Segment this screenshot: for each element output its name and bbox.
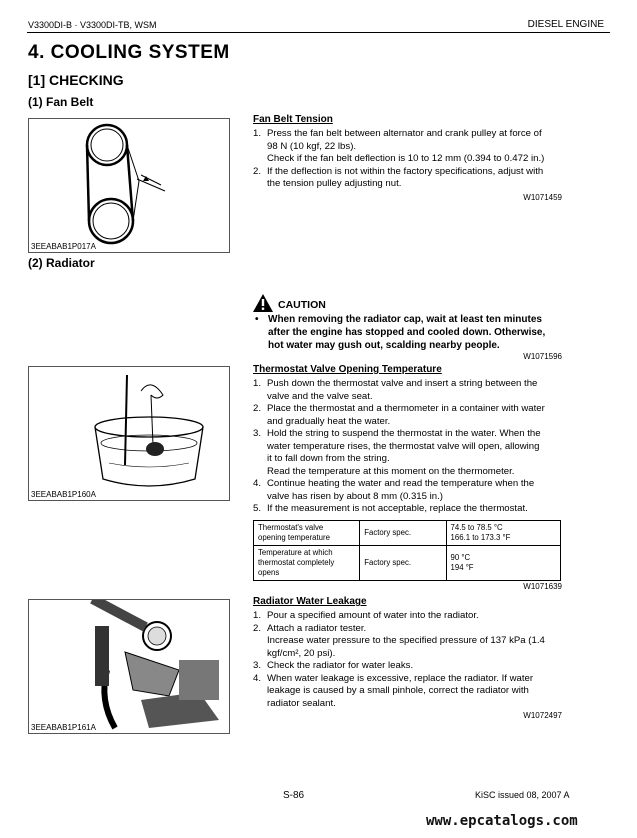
step-number: 1.: [253, 378, 262, 389]
fan-belt-diagram-icon: [29, 119, 229, 252]
fan-belt-code: W1071459: [523, 193, 562, 202]
step-line: radiator sealant.: [267, 697, 336, 709]
watermark-text[interactable]: www.epcatalogs.com: [426, 813, 578, 829]
fan-belt-subtitle: (1) Fan Belt: [28, 95, 94, 109]
spec-value-cell-line: 166.1 to 173.3 °F: [450, 533, 511, 542]
spec-value-cell: [446, 546, 560, 581]
step-item: [253, 623, 568, 661]
thermostat-figure-label: 3EEABAB1P160A: [31, 490, 96, 499]
thermostat-heading: Thermostat Valve Opening Temperature: [253, 364, 442, 375]
page-number: S-86: [283, 790, 305, 801]
step-line: it to fall down from the string.: [267, 453, 390, 464]
spec-value-cell-line: 74.5 to 78.5 °C: [450, 523, 503, 532]
spec-row: [254, 521, 561, 546]
step-item: [253, 166, 568, 191]
spec-item-cell-line: opens: [258, 568, 280, 577]
spec-label-cell: [360, 521, 446, 546]
step-line: Continue heating the water and read the temperature when the: [267, 478, 535, 489]
step-item: [253, 660, 568, 673]
spec-label-cell-line: Factory spec.: [364, 558, 412, 567]
radiator-tester-figure-label: 3EEABAB1P161A: [31, 723, 96, 732]
step-number: 3.: [253, 428, 262, 439]
step-number: 1.: [253, 610, 262, 621]
spec-value-cell-line: 90 °C: [450, 553, 471, 562]
step-number: 5.: [253, 503, 262, 514]
thermostat-code: W1071639: [523, 582, 562, 591]
step-line: Push down the thermostat valve and insert a string between the: [267, 378, 538, 389]
step-item: [253, 128, 568, 166]
thermostat-spec-table: [253, 520, 561, 581]
leakage-steps: [253, 610, 568, 710]
spec-item-cell: [254, 546, 360, 581]
step-line: and gradually heat the water.: [267, 415, 391, 427]
caution-code: W1071596: [523, 352, 562, 361]
step-number: 2.: [253, 165, 262, 177]
step-number: 4.: [253, 672, 262, 684]
header-section-name: DIESEL ENGINE: [527, 19, 604, 30]
caution-icon: [253, 294, 273, 312]
step-item: [253, 673, 568, 711]
spec-label-cell-line: Factory spec.: [364, 528, 412, 537]
chapter-title: 4. COOLING SYSTEM: [28, 42, 230, 63]
step-line: kgf/cm², 20 psi).: [267, 647, 336, 659]
thermostat-test-diagram-icon: [29, 367, 229, 500]
step-line: valve and the valve seat.: [267, 390, 373, 402]
fan-belt-tension-heading: Fan Belt Tension: [253, 114, 333, 125]
spec-label-cell: [360, 546, 446, 581]
step-line: Check if the fan belt deflection is 10 to 12 mm (0.394 to 0.472 in.): [267, 153, 545, 164]
step-line: Read the temperature at this moment on the thermometer.: [267, 465, 515, 477]
caution-line: hot water may gush out, scalding nearby people.: [268, 340, 500, 351]
caution-text: [268, 313, 568, 352]
header-manual-title: V3300DI-B · V3300DI-TB, WSM: [28, 20, 157, 30]
radiator-subtitle: (2) Radiator: [28, 256, 95, 270]
step-line: 98 N (10 kgf, 22 lbs).: [267, 140, 357, 152]
thermostat-steps: [253, 378, 568, 516]
leakage-heading: Radiator Water Leakage: [253, 596, 367, 607]
step-line: Check the radiator for water leaks.: [267, 660, 414, 671]
step-item: [253, 428, 568, 478]
fan-belt-figure-label: 3EEABAB1P017A: [31, 242, 96, 251]
header-rule: [27, 32, 610, 33]
step-line: the tension pulley adjusting nut.: [267, 178, 402, 189]
spec-item-cell-line: opening temperature: [258, 533, 330, 542]
spec-value-cell-line: 194 °F: [450, 563, 474, 572]
issued-text: KiSC issued 08, 2007 A: [475, 790, 570, 800]
step-line: If the deflection is not within the factory specifications, adjust with: [267, 165, 544, 177]
step-number: 4.: [253, 478, 262, 489]
step-line: When water leakage is excessive, replace the radiator. If water: [267, 672, 534, 684]
step-number: 1.: [253, 128, 262, 139]
thermostat-figure: [28, 366, 230, 501]
step-number: 2.: [253, 622, 262, 634]
caution-label: CAUTION: [278, 299, 326, 311]
step-line: Attach a radiator tester.: [267, 622, 367, 634]
spec-item-cell-line: Temperature at which: [258, 548, 333, 557]
step-line: Place the thermostat and a thermometer in a container with water: [267, 403, 545, 414]
step-number: 2.: [253, 403, 262, 414]
leakage-code: W1072497: [523, 711, 562, 720]
step-line: Increase water pressure to the specified pressure of 137 kPa (1.4: [267, 635, 545, 646]
fan-belt-steps: [253, 128, 568, 191]
radiator-tester-diagram-icon: [29, 600, 229, 733]
step-line: Pour a specified amount of water into the radiator.: [267, 610, 479, 621]
section-title: [1] CHECKING: [28, 72, 124, 88]
step-item: [253, 610, 568, 623]
step-item: [253, 378, 568, 403]
caution-line: after the engine has stopped and cooled down. Otherwise,: [268, 327, 546, 338]
step-line: Press the fan belt between alternator and crank pulley at force of: [267, 128, 542, 139]
step-item: [253, 503, 568, 516]
step-number: 3.: [253, 660, 262, 671]
step-line: water temperature rises, the thermostat valve will open, allowing: [267, 440, 540, 452]
fan-belt-figure: [28, 118, 230, 253]
step-item: [253, 403, 568, 428]
spec-item-cell: [254, 521, 360, 546]
step-line: leakage is caused by a small pinhole, correct the radiator with: [267, 685, 529, 696]
caution-line: When removing the radiator cap, wait at least ten minutes: [268, 314, 542, 325]
spec-value-cell: [446, 521, 560, 546]
step-item: [253, 478, 568, 503]
step-line: valve has risen by about 8 mm (0.315 in.): [267, 490, 443, 502]
step-line: Hold the string to suspend the thermostat in the water. When the: [267, 428, 541, 439]
spec-item-cell-line: thermostat completely: [258, 558, 335, 567]
caution-bullet: •: [255, 314, 259, 325]
radiator-tester-figure: [28, 599, 230, 734]
spec-row: [254, 546, 561, 581]
step-line: If the measurement is not acceptable, replace the thermostat.: [267, 503, 528, 514]
spec-item-cell-line: Thermostat's valve: [258, 523, 324, 532]
